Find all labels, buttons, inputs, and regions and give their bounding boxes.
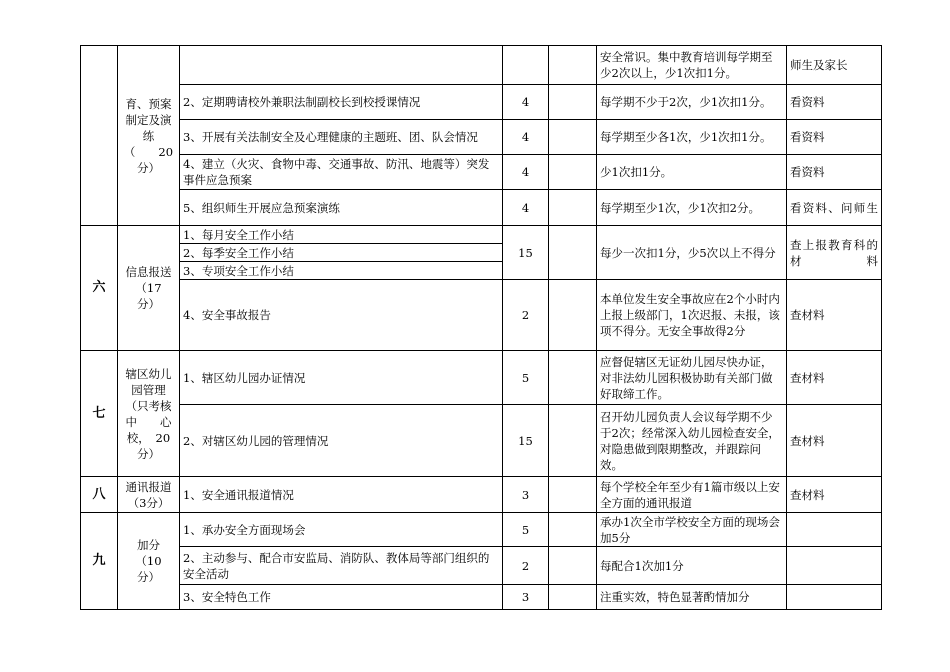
category-line: 校， 20 [126, 430, 171, 445]
table-row [81, 513, 882, 547]
standard-cell: 本单位发生安全事故应在2个小时内上报上级部门，1次迟报、未报，该项不得分。无安全事故得2分 [597, 280, 787, 351]
method-cell: 看资料 [787, 120, 882, 155]
evaluation-table [80, 45, 882, 610]
blank-cell [549, 405, 597, 477]
standard-cell: 每学期不少于2次，少1次扣1分。 [597, 85, 787, 120]
category-line: （17 [135, 281, 162, 295]
score-cell: 3 [503, 477, 549, 513]
category-line: 通讯报道 [125, 479, 172, 494]
score-cell: 2 [503, 547, 549, 585]
blank-cell [549, 585, 597, 610]
score-cell: 2 [503, 280, 549, 351]
standard-cell: 安全常识。集中教育培训每学期至少2次以上，少1次扣1分。 [597, 46, 787, 85]
table-row [81, 405, 882, 477]
item-cell: 5、组织师生开展应急预案演练 [180, 190, 503, 226]
method-cell: 看资料 [787, 155, 882, 190]
category-cell [118, 477, 180, 513]
score-cell: 5 [503, 351, 549, 405]
item-cell: 4、安全事故报告 [180, 280, 503, 351]
item-cell: 1、每月安全工作小结 [180, 226, 503, 244]
item-cell: 2、每季安全工作小结 [180, 244, 503, 262]
item-cell: 1、安全通讯报道情况 [180, 477, 503, 513]
score-cell: 15 [503, 226, 549, 280]
method-cell: 看资料 [787, 85, 882, 120]
table-row [81, 547, 882, 585]
category-line: 练 [142, 128, 155, 143]
standard-cell: 应督促辖区无证幼儿园尽快办证，对非法幼儿园积极协助有关部门做好取缔工作。 [597, 351, 787, 405]
section-number-cell: 九 [81, 513, 118, 610]
score-cell: 4 [503, 120, 549, 155]
standard-cell: 少1次扣1分。 [597, 155, 787, 190]
category-line: 加分 [137, 538, 160, 552]
method-text: 查上报教育科的材料 [790, 237, 878, 268]
section-number-cell [81, 46, 118, 226]
table-row [81, 226, 882, 244]
method-cell [787, 226, 882, 280]
method-cell: 师生及家长 [787, 46, 882, 85]
category-cell [118, 46, 180, 226]
score-cell: 3 [503, 585, 549, 610]
blank-cell [549, 226, 597, 280]
method-cell: 查材料 [787, 405, 882, 477]
table-row [81, 585, 882, 610]
table-row [81, 120, 882, 155]
standard-cell: 承办1次全市学校安全方面的现场会加5分 [597, 513, 787, 547]
method-cell [787, 190, 882, 226]
category-line: 分） [137, 570, 160, 584]
category-line: 辖区幼儿 [125, 366, 172, 381]
item-cell: 2、主动参与、配合市安监局、消防队、教体局等部门组织的安全活动 [180, 547, 503, 585]
category-line: 育、预案 [125, 96, 172, 111]
category-line: （ 20 [123, 144, 174, 159]
item-cell: 1、承办安全方面现场会 [180, 513, 503, 547]
category-cell [118, 351, 180, 477]
standard-cell: 每个学校全年至少有1篇市级以上安全方面的通讯报道 [597, 477, 787, 513]
standard-cell: 召开幼儿园负责人会议每学期不少于2次；经常深入幼儿园检查安全，对隐患做到限期整改，并跟踪问效。 [597, 405, 787, 477]
table-row [81, 190, 882, 226]
table-row [81, 280, 882, 351]
blank-cell [549, 85, 597, 120]
table-row [81, 477, 882, 513]
method-text: 看资料、问师生 [790, 200, 878, 215]
standard-cell: 每学期至少各1次，少1次扣1分。 [597, 120, 787, 155]
method-cell: 查材料 [787, 477, 882, 513]
score-cell [503, 46, 549, 85]
category-cell [118, 513, 180, 610]
category-line: 中 心 [125, 414, 172, 429]
score-cell: 4 [503, 190, 549, 226]
blank-cell [549, 477, 597, 513]
blank-cell [549, 190, 597, 226]
item-cell: 3、开展有关法制安全及心理健康的主题班、团、队会情况 [180, 120, 503, 155]
score-cell: 15 [503, 405, 549, 477]
blank-cell [549, 351, 597, 405]
blank-cell [549, 280, 597, 351]
category-line: 信息报送 [125, 265, 172, 279]
category-line: 制定及演 [125, 112, 172, 127]
item-cell [180, 46, 503, 85]
category-line: （3分） [127, 495, 170, 510]
standard-cell: 每学期至少1次，少1次扣2分。 [597, 190, 787, 226]
section-number-cell: 六 [81, 226, 118, 351]
standard-cell: 注重实效，特色显著酌情加分 [597, 585, 787, 610]
blank-cell [549, 155, 597, 190]
blank-cell [549, 513, 597, 547]
standard-cell: 每少一次扣1分，少5次以上不得分 [597, 226, 787, 280]
score-cell: 4 [503, 155, 549, 190]
table-row [81, 155, 882, 190]
method-cell: 查材料 [787, 280, 882, 351]
category-line: 分） [137, 297, 160, 311]
category-cell [118, 226, 180, 351]
category-line: 园管理 [131, 382, 166, 397]
score-cell: 5 [503, 513, 549, 547]
item-cell: 4、建立（火灾、食物中毒、交通事故、防汛、地震等）突发事件应急预案 [180, 155, 503, 190]
section-number-cell: 八 [81, 477, 118, 513]
method-cell [787, 547, 882, 585]
score-cell: 4 [503, 85, 549, 120]
section-number-cell: 七 [81, 351, 118, 477]
item-cell: 3、专项安全工作小结 [180, 262, 503, 280]
table-row [81, 351, 882, 405]
table-row [81, 85, 882, 120]
standard-cell: 每配合1次加1分 [597, 547, 787, 585]
blank-cell [549, 46, 597, 85]
category-line: （10 [135, 554, 162, 568]
item-cell: 2、对辖区幼儿园的管理情况 [180, 405, 503, 477]
method-cell [787, 513, 882, 547]
blank-cell [549, 120, 597, 155]
table-row [81, 46, 882, 85]
item-cell: 2、定期聘请校外兼职法制副校长到校授课情况 [180, 85, 503, 120]
item-cell: 3、安全特色工作 [180, 585, 503, 610]
method-cell: 查材料 [787, 351, 882, 405]
item-cell: 1、辖区幼儿园办证情况 [180, 351, 503, 405]
category-line: 分） [137, 160, 160, 175]
category-line: （只考核 [125, 398, 172, 413]
method-cell [787, 585, 882, 610]
blank-cell [549, 547, 597, 585]
category-line: 分） [137, 446, 160, 461]
